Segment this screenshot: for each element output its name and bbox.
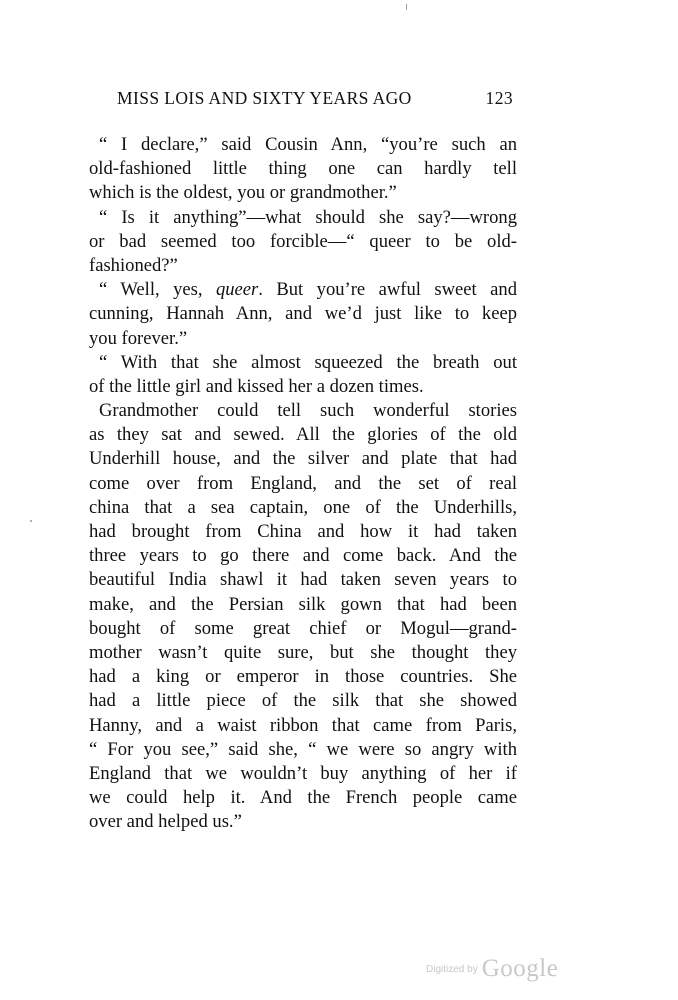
page-number: 123: [485, 88, 513, 108]
text-line: bought of some great chief or Mogul—grand-: [89, 617, 517, 639]
text-line: come over from England, and the set of real: [89, 472, 517, 494]
text-line: or bad seemed too forcible—“ queer to be old-: [89, 230, 517, 252]
google-wordmark: Google: [481, 955, 559, 982]
text-line: “ I declare,” said Cousin Ann, “you’re such an: [99, 134, 517, 155]
scan-speck: [406, 4, 407, 10]
text-line: which is the oldest, you or grandmother.”: [89, 182, 397, 204]
text-line: had a king or emperor in those countries. She: [89, 666, 517, 688]
text-line: had a little piece of the silk that she showed: [89, 690, 517, 712]
text-line: England that we wouldn’t buy anything of her if: [89, 762, 517, 784]
body-text: [89, 133, 517, 834]
text-line: of the little girl and kissed her a dozen times.: [89, 375, 424, 397]
text-line: over and helped us.”: [89, 811, 242, 833]
text-line: beautiful India shawl it had taken seven years to: [89, 569, 517, 591]
text-line: had brought from China and how it had taken: [89, 521, 517, 542]
digitized-by-google-watermark: [426, 955, 586, 985]
text-line: Hanny, and a waist ribbon that came from Paris,: [89, 714, 517, 736]
text-line: china that a sea captain, one of the Underhills,: [89, 496, 517, 518]
text-line: mother wasn’t quite sure, but she thought they: [89, 641, 517, 663]
text-line: we could help it. And the French people came: [89, 787, 517, 809]
text-line: Grandmother could tell such wonderful stories: [99, 400, 517, 422]
text-segment: “ Well, yes,: [99, 279, 216, 301]
text-line: you forever.”: [89, 327, 188, 349]
text-line: “ With that she almost squeezed the breath out: [99, 351, 517, 373]
text-line: “ For you see,” said she, “ we were so angry with: [89, 738, 517, 760]
text-line: cunning, Hannah Ann, and we’d just like to keep: [89, 303, 517, 325]
text-line: three years to go there and come back. And the: [89, 545, 517, 567]
text-line: fashioned?”: [89, 254, 178, 276]
text-line: [89, 278, 517, 302]
digitized-by-label: Digitized by: [426, 964, 478, 975]
running-title: MISS LOIS AND SIXTY YEARS AGO: [117, 88, 412, 108]
text-line: Underhill house, and the silver and plate that had: [89, 448, 517, 470]
text-line: make, and the Persian silk gown that had been: [89, 593, 517, 615]
text-line: as they sat and sewed. All the glories of the old: [89, 424, 517, 446]
italic-word: queer: [215, 279, 259, 301]
page-header: [117, 88, 513, 120]
text-line: old-fashioned little thing one can hardly tell: [89, 158, 517, 180]
text-segment: . But you’re awful sweet and: [258, 279, 517, 301]
scan-speck: [30, 520, 32, 522]
text-line: “ Is it anything”—what should she say?—wrong: [99, 206, 517, 228]
